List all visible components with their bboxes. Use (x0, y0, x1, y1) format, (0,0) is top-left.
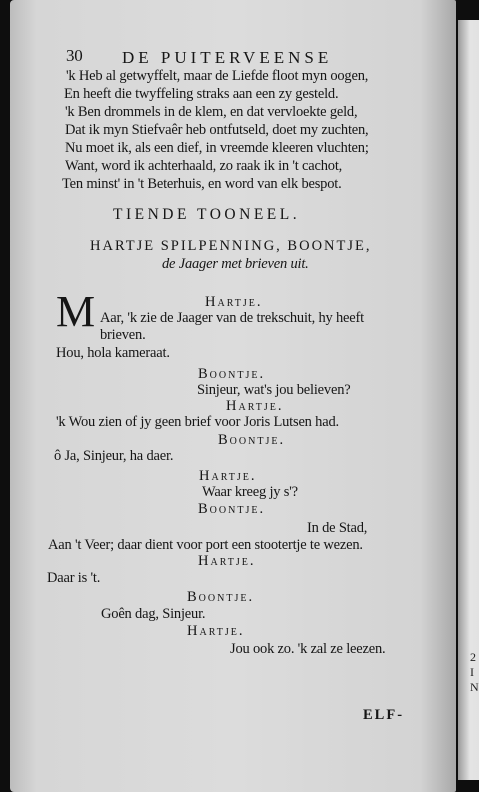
stage-direction: de Jaager met brieven uit. (162, 256, 309, 272)
speaker-name: Boontje. (198, 366, 266, 382)
page-number: 30 (66, 46, 83, 65)
verse-line: Ten minst' in 't Beterhuis, en word van elk bespot. (62, 176, 342, 192)
dialogue-line: Hou, hola kameraat. (56, 345, 170, 361)
verse-line: 'k Heb al getwyffelt, maar de Liefde floot myn oogen, (66, 68, 369, 84)
speaker-name: Boontje. (187, 589, 255, 605)
dialogue-line: brieven. (100, 327, 146, 343)
speaker-name: Hartje. (198, 553, 256, 569)
verse-line: En heeft die twyffeling straks aan een zy gesteld. (64, 86, 339, 102)
speaker-name: Boontje. (198, 501, 266, 517)
drop-initial: M (56, 287, 95, 336)
speaker-name: Hartje. (205, 294, 263, 310)
scene-title: TIENDE TOONEEL. (113, 206, 301, 223)
catchword: ELF- (363, 707, 405, 723)
dialogue-line: ô Ja, Sinjeur, ha daer. (54, 448, 174, 464)
dialogue-line: Goên dag, Sinjeur. (101, 606, 206, 622)
verse-line: 'k Ben drommels in de klem, en dat vervloekte geld, (65, 104, 358, 120)
dialogue-line: Daar is 't. (47, 570, 101, 586)
verse-line: Dat ik myn Stiefvaêr heb ontfutseld, doet my zuchten, (65, 122, 369, 138)
dialogue-line: In de Stad, (307, 520, 368, 536)
adjacent-page-letters: 2 I N (470, 650, 479, 694)
dialogue-line: Waar kreeg jy s'? (202, 484, 298, 500)
cast-line: HARTJE SPILPENNING, BOONTJE, (90, 238, 372, 254)
dialogue-line: Sinjeur, wat's jou believen? (197, 382, 351, 398)
speaker-name: Hartje. (187, 623, 245, 639)
book-page (10, 0, 456, 792)
speaker-name: Boontje. (218, 432, 286, 448)
dialogue-line: 'k Wou zien of jy geen brief voor Joris Lutsen had. (56, 414, 339, 430)
dialogue-line: Aar, 'k zie de Jaager van de trekschuit, hy heeft (100, 310, 364, 326)
verse-line: Nu moet ik, als een dief, in vreemde kleeren vluchten; (65, 140, 369, 156)
running-head: DE PUITERVEENSE (122, 48, 333, 67)
speaker-name: Hartje. (199, 468, 257, 484)
speaker-name: Hartje. (226, 398, 284, 414)
dialogue-line: Aan 't Veer; daar dient voor port een stootertje te wezen. (48, 537, 363, 553)
verse-line: Want, word ik achterhaald, zo raak ik in 't cachot, (65, 158, 343, 174)
dialogue-line: Jou ook zo. 'k zal ze leezen. (230, 641, 386, 657)
